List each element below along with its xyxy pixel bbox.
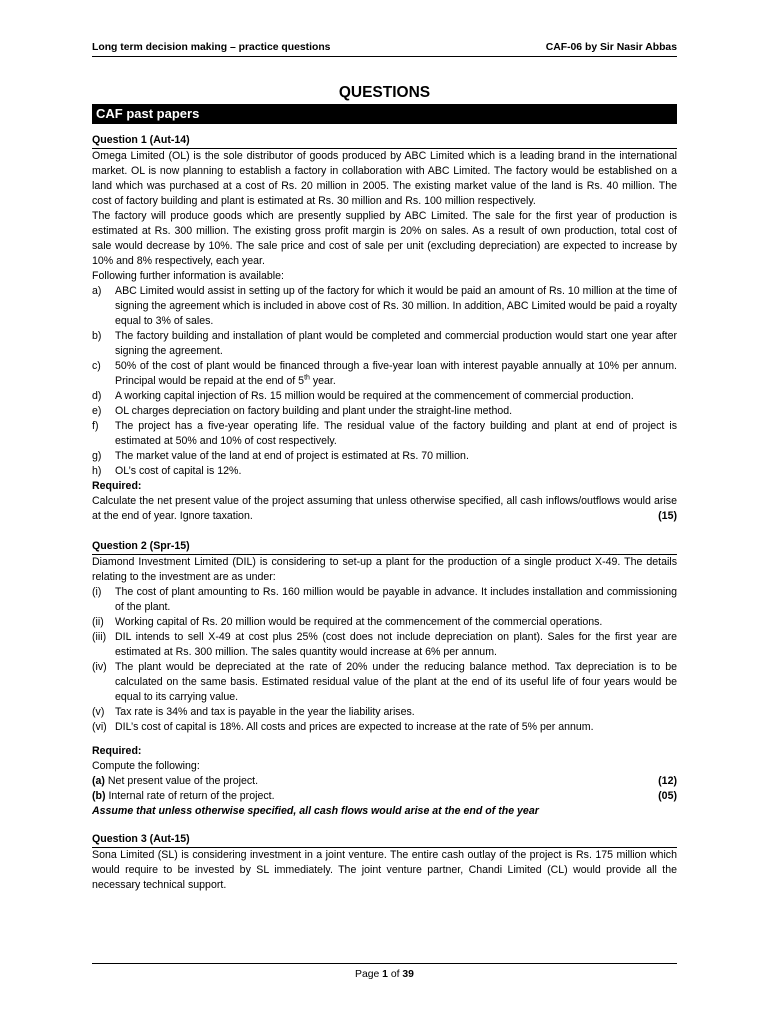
section-bar: CAF past papers <box>92 104 677 124</box>
question-1-paragraph-2: The factory will produce goods which are presently supplied by ABC Limited. The sale for the first year of production is estimated at Rs. 300 million. The existing gross profit margin is 20% on sales. As a result of own production, total cost of sale would decrease by 10%. The sale price and cost of sale per unit (excluding depreciation) are expected to increase by 10% and 8% respectively, each year. <box>92 210 677 267</box>
question-2-required-label: Required: <box>92 745 142 757</box>
question-1-paragraph-3: Following further information is available: <box>92 270 284 282</box>
question-1-paragraph-1: Omega Limited (OL) is the sole distributor of goods produced by ABC Limited which is a leading brand in the international market. OL is now planning to establish a factory in collaboration with ABC Limited. The factory would be established on a land which was purchased at a cost of Rs. 20 million in 2005. The existing market value of the land is Rs. 40 million. The cost of factory building and plant is estimated at Rs. 30 million and Rs. 100 million respectively. <box>92 150 677 207</box>
question-1-heading: Question 1 (Aut-14) <box>92 134 677 149</box>
question-1-required-label: Required: <box>92 480 142 492</box>
page-title: QUESTIONS <box>338 84 431 101</box>
document-page <box>92 42 677 893</box>
question-2-part-b-marks: (05) <box>658 790 677 802</box>
header-left: Long term decision making – practice questions <box>92 42 331 53</box>
list-item: (ii) Working capital of Rs. 20 million would be required at the commencement of the commercial operations. <box>92 616 603 628</box>
question-2-part-a-marks: (12) <box>658 775 677 787</box>
list-item: (i) The cost of plant amounting to Rs. 160 million would be payable in advance. It includes installation and commissioning of the plant. <box>92 586 677 613</box>
list-item: e) OL charges depreciation on factory building and plant under the straight-line method. <box>92 405 513 417</box>
page-number-current: 1 <box>382 969 388 980</box>
question-2-part-a: (a) Net present value of the project. (12) <box>92 775 677 787</box>
question-1-required-text: Calculate the net present value of the project assuming that unless otherwise specified, all cash inflows/outflows would arise at the end of year. Ignore taxation. <box>92 495 677 522</box>
list-item: f) The project has a five-year operating life. The residual value of the factory building and plant at end of project is estimated at 50% and 10% of cost respectively. <box>92 420 677 447</box>
list-item: b) The factory building and installation of plant would be completed and commercial production would start one year after signing the agreement. <box>92 330 677 357</box>
list-item: h) OL’s cost of capital is 12%. <box>92 465 242 477</box>
page-number-total: 39 <box>402 969 414 980</box>
question-2-part-b: (b) Internal rate of return of the project. (05) <box>92 790 677 802</box>
question-2-heading: Question 2 (Spr-15) <box>92 540 677 555</box>
question-1-list <box>92 284 677 479</box>
page-footer: Page 1 of 39 <box>92 963 677 980</box>
list-item: (iii) DIL intends to sell X-49 at cost plus 25% (cost does not include depreciation on plant). Sales for the first year are estimated at Rs. 300 million. The sales quantity would increase at 6% per annum. <box>92 631 677 658</box>
question-3-paragraph-1: Sona Limited (SL) is considering investment in a joint venture. The entire cash outlay of the project is Rs. 175 million which would require to be invested by SL immediately. The joint venture partner, Chandi Limited (CL) would provide all the necessary technical support. <box>92 849 677 891</box>
list-item: d) A working capital injection of Rs. 15 million would be required at the commencement of commercial production. <box>92 390 634 402</box>
list-item: (vi) DIL’s cost of capital is 18%. All costs and prices are expected to increase at the rate of 5% per annum. <box>92 721 594 733</box>
list-item: (v) Tax rate is 34% and tax is payable in the year the liability arises. <box>92 706 415 718</box>
list-item: g) The market value of the land at end of project is estimated at Rs. 70 million. <box>92 450 469 462</box>
question-2-compute-text: Compute the following: <box>92 760 200 772</box>
question-1-marks: (15) <box>658 510 677 522</box>
list-item: c) 50% of the cost of plant would be financed through a five-year loan with interest payable annually at 10% per annum. Principal would be repaid at the end of 5th year. <box>92 360 677 387</box>
list-item: a) ABC Limited would assist in setting up of the factory for which it would be paid an amount of Rs. 10 million at the time of signing the agreement which is included in above cost of Rs. 30 million. In addition, ABC Limited would be paid a royalty equal to 3% of sales. <box>92 285 677 327</box>
running-header <box>92 42 677 57</box>
question-2-paragraph-1: Diamond Investment Limited (DIL) is considering to set-up a plant for the production of a single product X-49. The details relating to the investment are as under: <box>92 556 677 583</box>
list-item: (iv) The plant would be depreciated at the rate of 20% under the reducing balance method. Tax depreciation is to be calculated on the same basis. Estimated residual value of the plant at the end of its useful life of four years would be equal to its carrying value. <box>92 661 677 703</box>
question-2-list <box>92 585 677 735</box>
question-2-assumption: Assume that unless otherwise specified, all cash flows would arise at the end of the year <box>92 805 539 817</box>
question-3-heading: Question 3 (Aut-15) <box>92 833 677 848</box>
header-right: CAF-06 by Sir Nasir Abbas <box>545 42 677 53</box>
